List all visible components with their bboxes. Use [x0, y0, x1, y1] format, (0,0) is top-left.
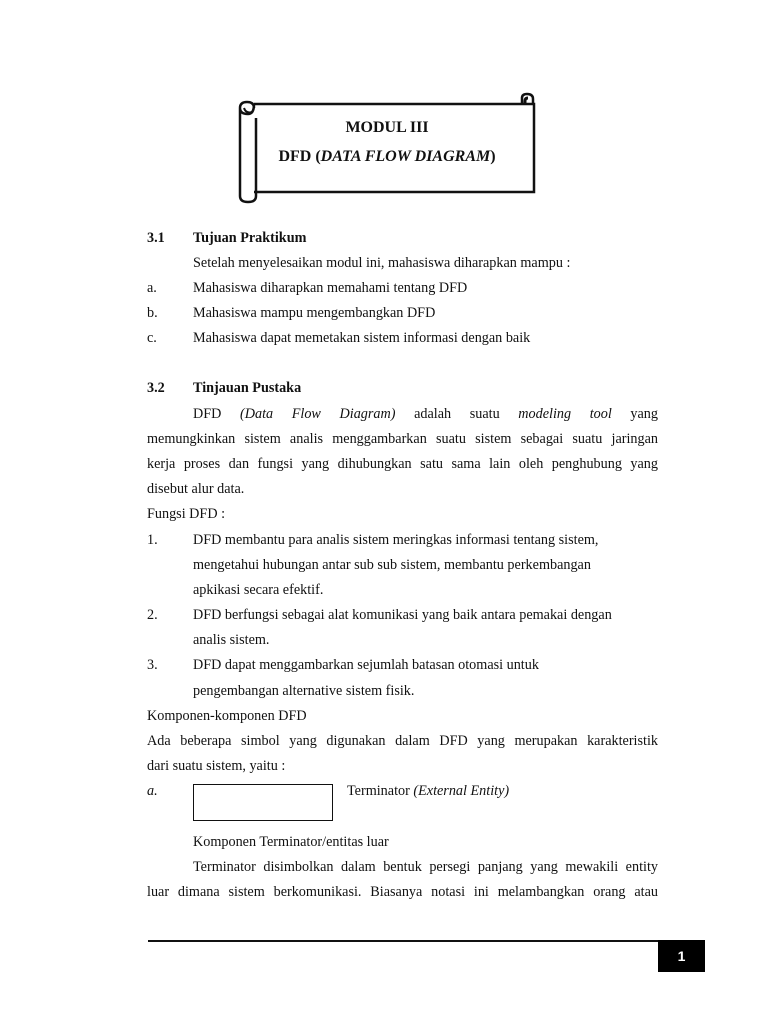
list-marker: a. — [147, 280, 157, 296]
list-marker: c. — [147, 330, 157, 346]
module-subtitle: DFD (DATA FLOW DIAGRAM) — [278, 148, 496, 165]
list-item-line: pengembangan alternative sistem fisik. — [193, 683, 415, 699]
page-number-badge — [658, 940, 705, 972]
subheading-komponen: Komponen-komponen DFD — [147, 708, 307, 724]
list-marker: 2. — [147, 607, 158, 623]
paragraph-line: Terminator disimbolkan dalam bentuk persegi panjang yang mewakili entity — [193, 859, 658, 875]
list-marker: a. — [147, 783, 158, 799]
list-item-line: mengetahui hubungan antar sub sub sistem, membantu perkembangan — [193, 557, 591, 573]
section-number: 3.2 — [147, 380, 165, 396]
paragraph-line: disebut alur data. — [147, 481, 245, 497]
paragraph-line: dari suatu sistem, yaitu : — [147, 758, 286, 774]
list-item: Mahasiswa dapat memetakan sistem informasi dengan baik — [193, 330, 531, 346]
list-marker: b. — [147, 305, 158, 321]
paragraph-line: DFD (Data Flow Diagram) adalah suatu modeling tool yang — [193, 406, 658, 422]
footer-rule — [148, 940, 658, 942]
list-item: Mahasiswa diharapkan memahami tentang DFD — [193, 280, 468, 296]
terminator-symbol — [193, 784, 333, 821]
section-intro: Setelah menyelesaikan modul ini, mahasiswa diharapkan mampu : — [193, 255, 571, 271]
list-item-line: apkikasi secara efektif. — [193, 582, 324, 598]
section-number: 3.1 — [147, 230, 165, 246]
section-heading: Tinjauan Pustaka — [193, 380, 302, 396]
terminator-label: Terminator (External Entity) — [347, 783, 510, 799]
module-title: MODUL III — [345, 119, 429, 136]
list-item-line: DFD membantu para analis sistem meringkas informasi tentang sistem, — [193, 532, 599, 548]
list-marker: 3. — [147, 657, 158, 673]
page-number: 1 — [677, 948, 686, 964]
subheading-fungsi: Fungsi DFD : — [147, 506, 226, 522]
section-heading: Tujuan Praktikum — [193, 230, 307, 246]
paragraph-line: kerja proses dan fungsi yang dihubungkan satu sama lain oleh penghubung yang — [147, 456, 658, 472]
list-marker: 1. — [147, 532, 158, 548]
list-item: Mahasiswa mampu mengembangkan DFD — [193, 305, 436, 321]
paragraph-line: Ada beberapa simbol yang digunakan dalam DFD yang merupakan karakteristik — [147, 733, 658, 749]
list-item-line: DFD berfungsi sebagai alat komunikasi yang baik antara pemakai dengan — [193, 607, 612, 623]
list-item-line: analis sistem. — [193, 632, 270, 648]
paragraph-line: memungkinkan sistem analis menggambarkan suatu sistem sebagai suatu jaringan — [147, 431, 658, 447]
list-item-line: DFD dapat menggambarkan sejumlah batasan otomasi untuk — [193, 657, 539, 673]
paragraph-line: luar dimana sistem berkomunikasi. Biasanya notasi ini melambangkan orang atau — [147, 884, 658, 900]
figure-caption: Komponen Terminator/entitas luar — [193, 834, 389, 850]
